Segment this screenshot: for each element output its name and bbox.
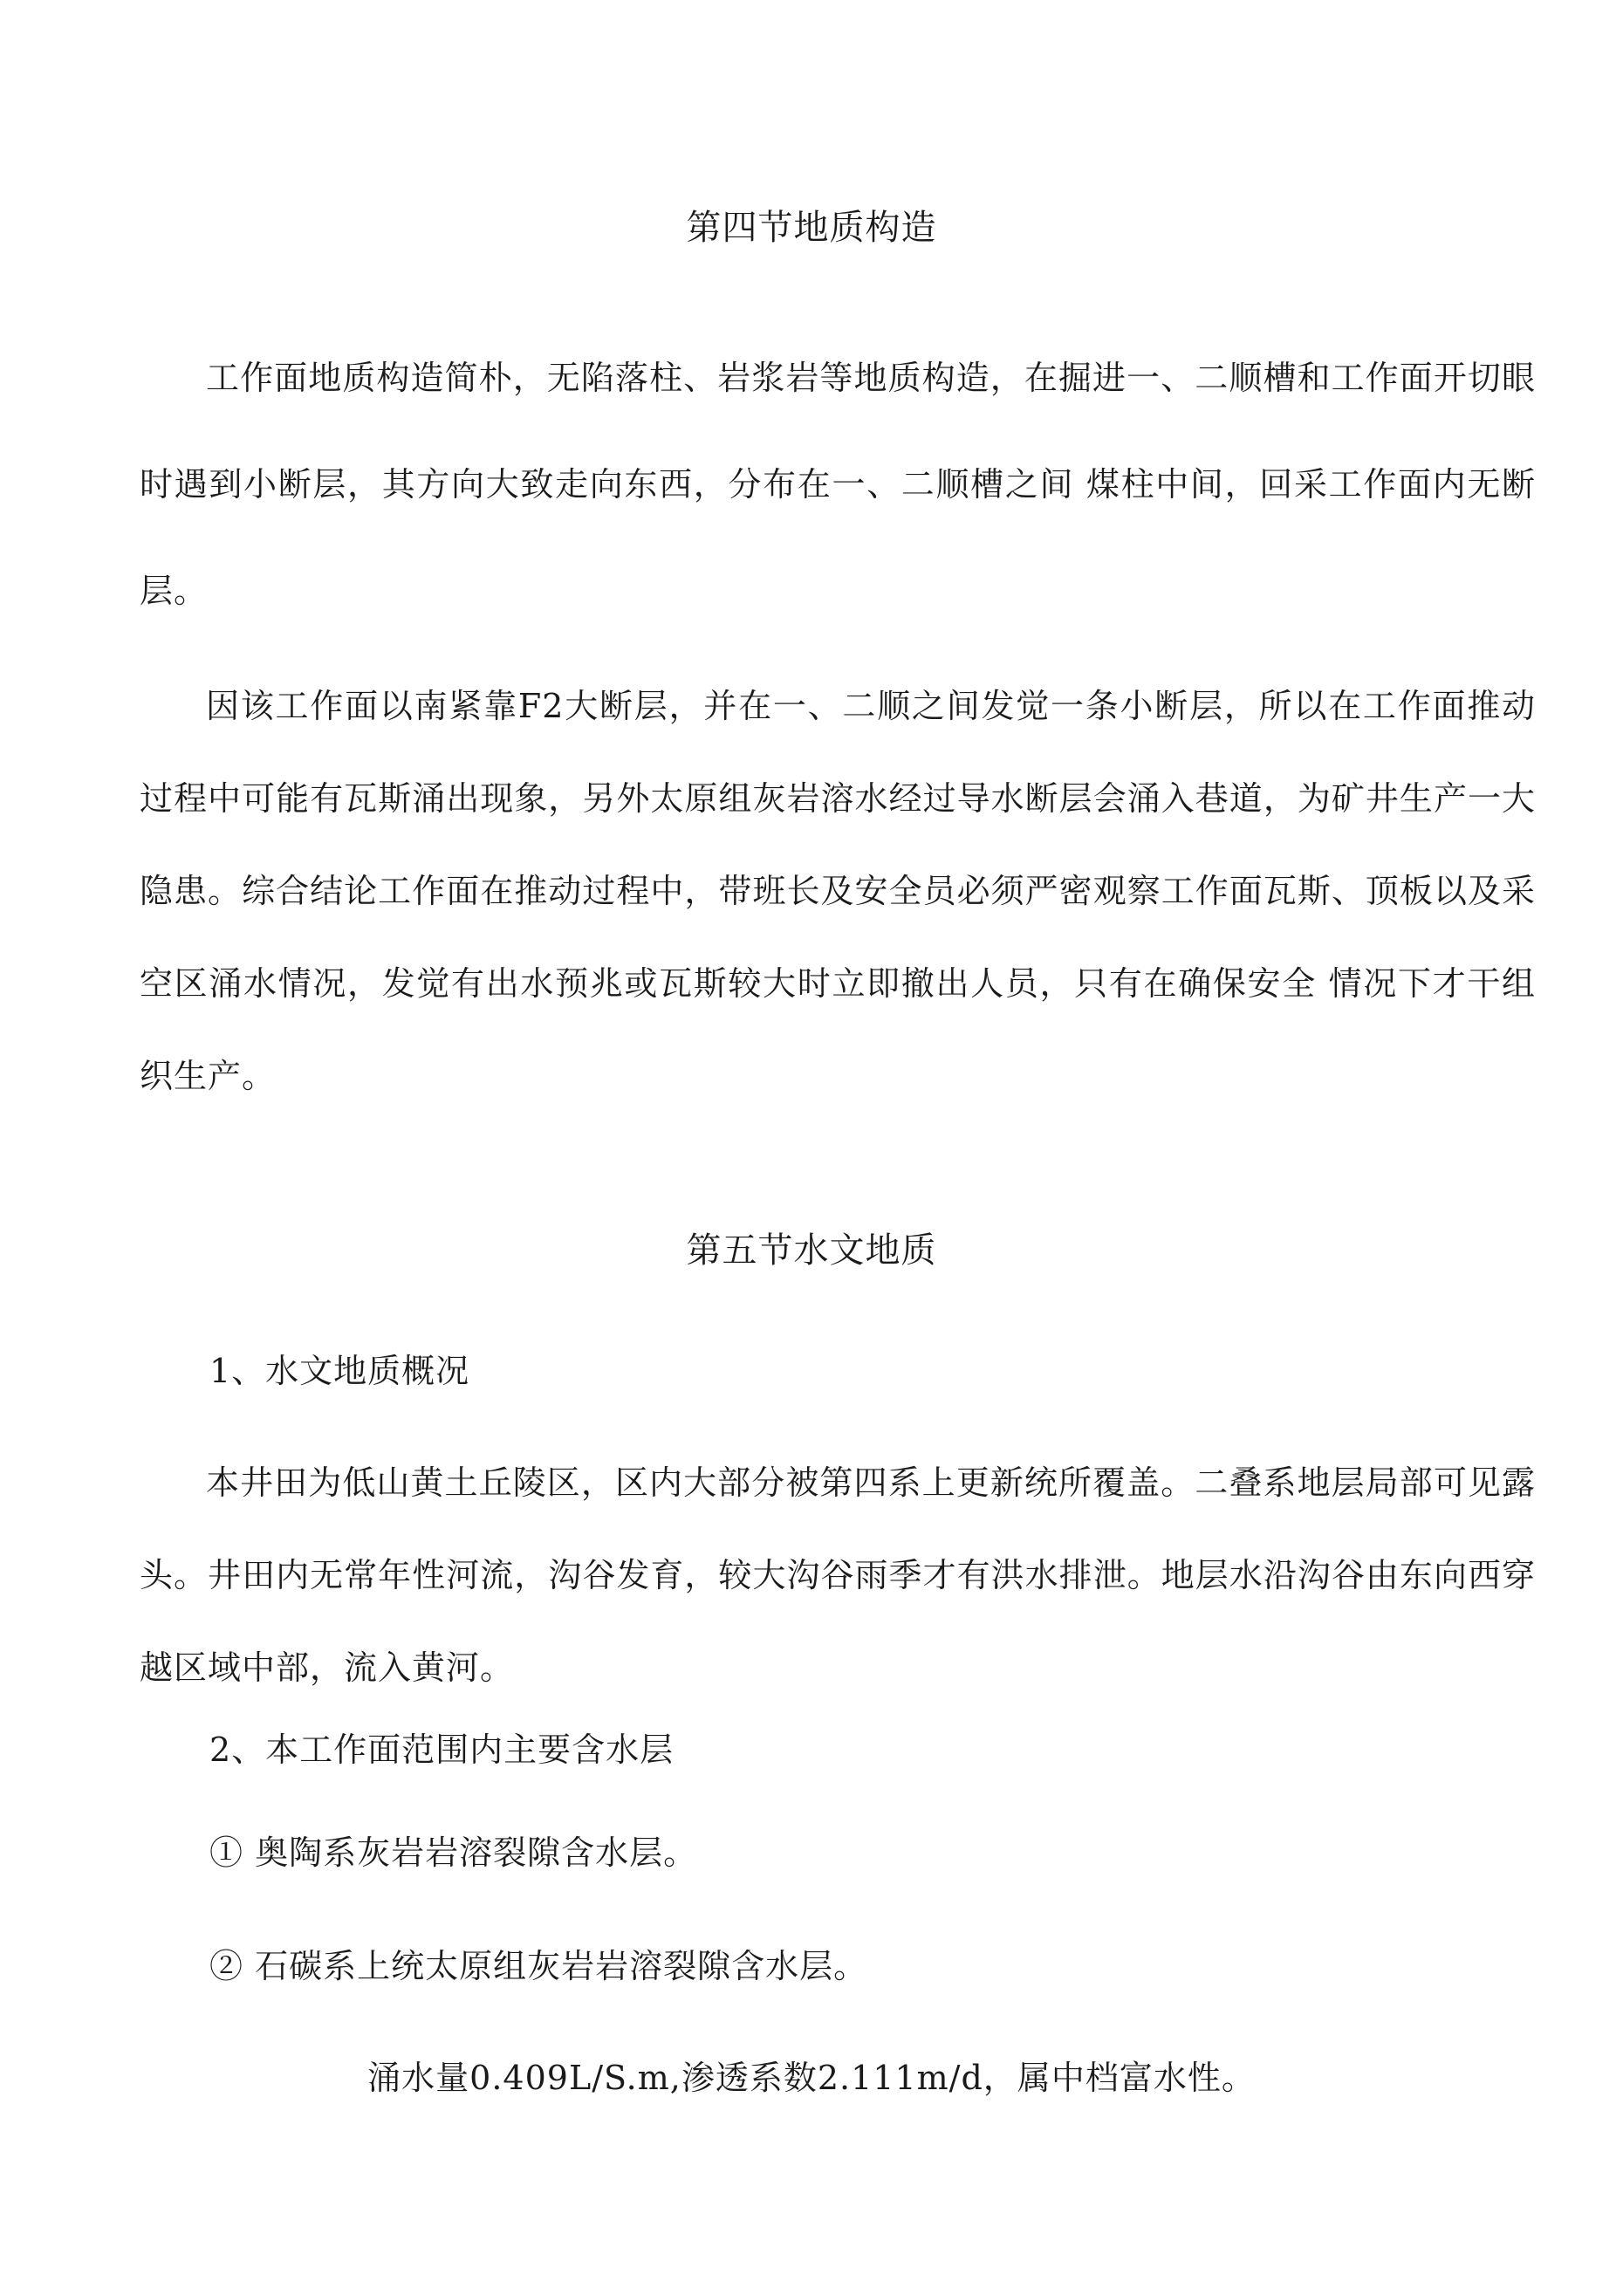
subsection-2-heading: 2、本工作面范围内主要含水层: [209, 1731, 675, 1769]
water-inflow-note: 涌水量0.409L/S.m,渗透系数2.111m/d，属中档富水性。: [367, 2059, 1256, 2097]
subsection-1-heading: 1、水文地质概况: [209, 1352, 470, 1390]
section-4-title: 第四节地质构造: [686, 208, 937, 248]
aquifer-list-item: ① 奥陶系灰岩岩溶裂隙含水层。: [209, 1833, 698, 1872]
section-4-paragraph-2: 因该工作面以南紧靠F2大断层，并在一、二顺之间发觉一条小断层，所以在工作面推动过程中可能有瓦斯涌出现象，另外太原组灰岩溶水经过导水断层会涌入巷道，为矿井生产一大隐患。综合结论工作面在推动过程中，带班长及安全员必须严密观察工作面瓦斯、顶板以及采空区涌水情况，发觉有出水预兆或瓦斯较大时立即撤出人员，只有在确保安全 情况下才干组织生产。: [140, 687, 1536, 1095]
aquifer-list-item: ② 石碳系上统太原组灰岩岩溶裂隙含水层。: [209, 1947, 868, 1985]
subsection-1-paragraph: 本井田为低山黄土丘陵区，区内大部分被第四系上更新统所覆盖。二叠系地层局部可见露头。井田内无常年性河流，沟谷发育，较大沟谷雨季才有洪水排泄。地层水沿沟谷由东向西穿越区域中部，流入黄河。: [140, 1463, 1536, 1687]
section-5-title: 第五节水文地质: [686, 1230, 937, 1271]
section-4-paragraph-1: 工作面地质构造简朴，无陷落柱、岩浆岩等地质构造，在掘进一、二顺槽和工作面开切眼时遇到小断层，其方向大致走向东西，分布在一、二顺槽之间 煤柱中间，回采工作面内无断层。: [140, 359, 1536, 610]
